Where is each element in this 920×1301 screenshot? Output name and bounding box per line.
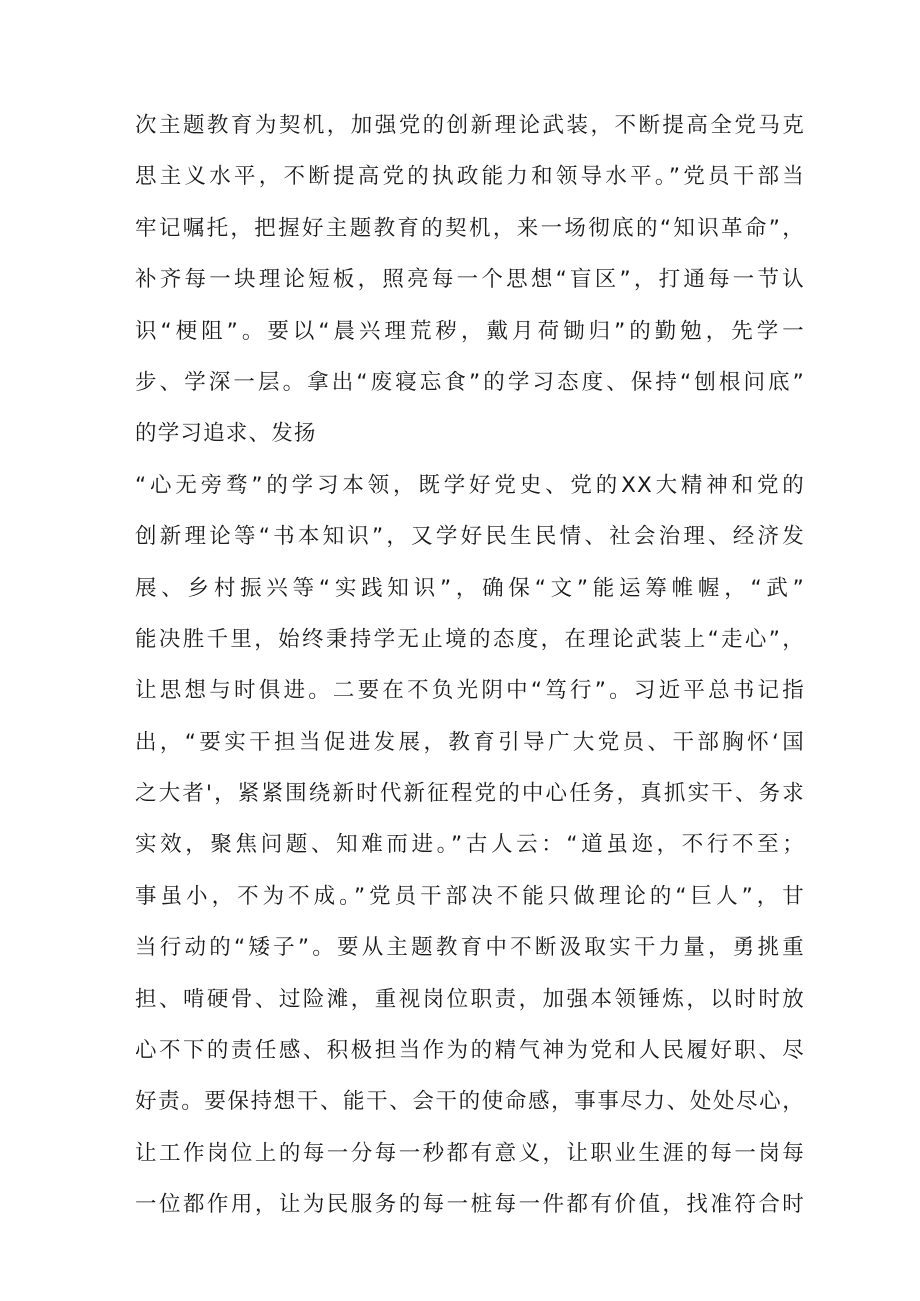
text-line: 识“梗阻”。要以“晨兴理荒秽，戴月荷锄归”的勤勉，先学一	[135, 318, 805, 344]
text-line: 步、学深一层。拿出“废寝忘食”的学习态度、保持“刨根问底”	[135, 369, 805, 395]
text-line: 当行动的“矮子”。要从主题教育中不断汲取实干力量，勇挑重	[135, 935, 805, 961]
text-line: 之大者'，紧紧围绕新时代新征程党的中心任务，真抓实干、务求	[135, 781, 805, 807]
text-line: 能决胜千里，始终秉持学无止境的态度，在理论武装上“走心”，	[135, 626, 805, 652]
text-line: 展、乡村振兴等“实践知识”，确保“文”能运筹帷幄，“武”	[135, 575, 805, 601]
text-line: 让思想与时俱进。二要在不负光阴中“笃行”。习近平总书记指	[135, 678, 805, 704]
text-line: 实效，聚焦问题、知难而进。”古人云：“道虽迩，不行不至；	[135, 832, 805, 858]
text-line: 事虽小，不为不成。”党员干部决不能只做理论的“巨人”，甘	[135, 883, 805, 909]
text-line: “心无旁骛”的学习本领，既学好党史、党的XX大精神和党的	[135, 472, 805, 498]
text-line: 出，“要实干担当促进发展，教育引导广大党员、干部胸怀‘国	[135, 729, 805, 755]
text-line: 创新理论等“书本知识”，又学好民生民情、社会治理、经济发	[135, 524, 805, 550]
text-line: 心不下的责任感、积极担当作为的精气神为党和人民履好职、尽	[135, 1038, 805, 1064]
text-line: 牢记嘱托，把握好主题教育的契机，来一场彻底的“知识革命”，	[135, 215, 805, 241]
text-line: 担、啃硬骨、过险滩，重视岗位职责，加强本领锤炼，以时时放	[135, 986, 805, 1012]
text-line: 补齐每一块理论短板，照亮每一个思想“盲区”，打通每一节认	[135, 267, 805, 293]
text-line: 好责。要保持想干、能干、会干的使命感，事事尽力、处处尽心，	[135, 1089, 805, 1115]
text-line: 思主义水平，不断提高党的执政能力和领导水平。”党员干部当	[135, 164, 805, 190]
text-line: 一位都作用，让为民服务的每一桩每一件都有价值，找准符合时	[135, 1192, 805, 1218]
text-line: 让工作岗位上的每一分每一秒都有意义，让职业生涯的每一岗每	[135, 1140, 805, 1166]
body-text	[135, 100, 805, 1231]
text-line: 的学习追求、发扬	[135, 421, 317, 447]
text-line: 次主题教育为契机，加强党的创新理论武装，不断提高全党马克	[135, 113, 805, 138]
